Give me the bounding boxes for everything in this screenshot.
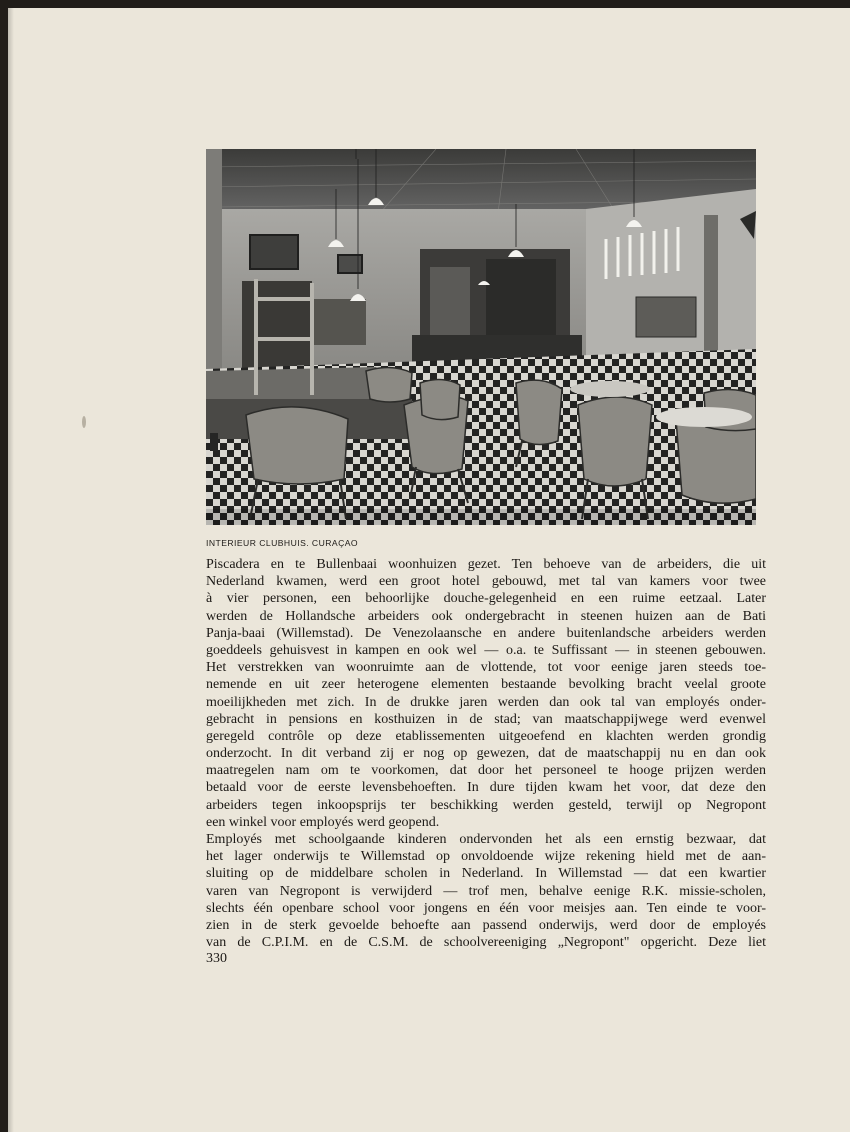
text-line: Nederland kwamen, werd een groot hotel gebouwd, met tal van kamers voor twee — [206, 574, 766, 590]
text-line: zien in de sterk gevoelde behoefte aan passend onderwijs, werd door de employés — [206, 917, 766, 933]
text-line: Piscadera en te Bullenbaai woonhuizen gezet. Ten behoeve van de arbeiders, die uit — [206, 557, 766, 572]
page-edge-shadow — [8, 8, 14, 1132]
paper-blemish — [82, 416, 86, 428]
text-line: arbeiders tegen inkoopsprijs ter beschikking werden gesteld, terwijl op Negropont — [206, 797, 766, 813]
text-line: nemende en uit zeer heterogene elementen bestaande bevolking bracht veelal groote — [206, 677, 766, 693]
body-text — [206, 556, 766, 951]
text-line: betaald voor de eerste levensbehoeften. In dure tijden kwam het voor, dat deze den — [206, 780, 766, 796]
text-line: onderzocht. In dit verband zij er nog op gewezen, dat de maatschappij nu en dan ook — [206, 746, 766, 762]
text-line: het lager onderwijs te Willemstad op onvoldoende wijze rekening hield met de aan- — [206, 849, 766, 865]
text-line: Employés met schoolgaande kinderen ondervonden het als een ernstig bezwaar, dat — [206, 832, 766, 847]
book-page — [8, 8, 850, 1132]
text-line: maatregelen nam om te voorkomen, dat door het personeel te hooge prijzen werden — [206, 763, 766, 779]
text-line: van de C.P.I.M. en de C.S.M. de schoolvereeniging „Negropont" opgericht. Deze liet — [206, 935, 766, 951]
text-line: slechts één openbare school voor jongens en één voor meisjes aan. Ten einde te voor- — [206, 900, 766, 916]
text-line: goeddeels gehuisvest in kampen en ook wel — o.a. te Suffissant — in steenen gebouwen. — [206, 642, 766, 658]
text-line: gebracht in pensions en kosthuizen in de stad; van maatschappijwege werd evenwel — [206, 711, 766, 727]
paragraph-1 — [206, 556, 766, 831]
photo-illustration — [206, 149, 756, 525]
photo-caption: INTERIEUR CLUBHUIS. CURAÇAO — [206, 538, 359, 548]
text-line: à vier personen, een behoorlijke douche-gelegenheid en een ruime eetzaal. Later — [206, 591, 766, 607]
page-number: 330 — [206, 951, 227, 966]
clubhouse-interior-photo — [206, 149, 756, 525]
text-line: moeilijkheden met zich. In de drukke jaren werden dan ook tal van employés onder- — [206, 694, 766, 710]
text-line: sluiting op de middelbare scholen in Nederland. In Willemstad — dat een kwartier — [206, 866, 766, 882]
text-line: varen van Negropont is verwijderd — trof men, behalve eenige R.K. missie-scholen, — [206, 883, 766, 899]
text-line: Panja-baai (Willemstad). De Venezolaansche en andere buitenlandsche arbeiders werden — [206, 625, 766, 641]
text-line: geregeld contrôle op deze etablissementen uitgeoefend en klachten werden grondig — [206, 728, 766, 744]
text-line: werden de Hollandsche arbeiders ook ondergebracht in steenen huizen aan de Bati — [206, 608, 766, 624]
text-line: een winkel voor employés werd geopend. — [206, 814, 440, 830]
paragraph-2 — [206, 831, 766, 951]
text-line: Het verstrekken van woonruimte aan de vlottende, tot voor eenige jaren steeds toe- — [206, 660, 766, 676]
